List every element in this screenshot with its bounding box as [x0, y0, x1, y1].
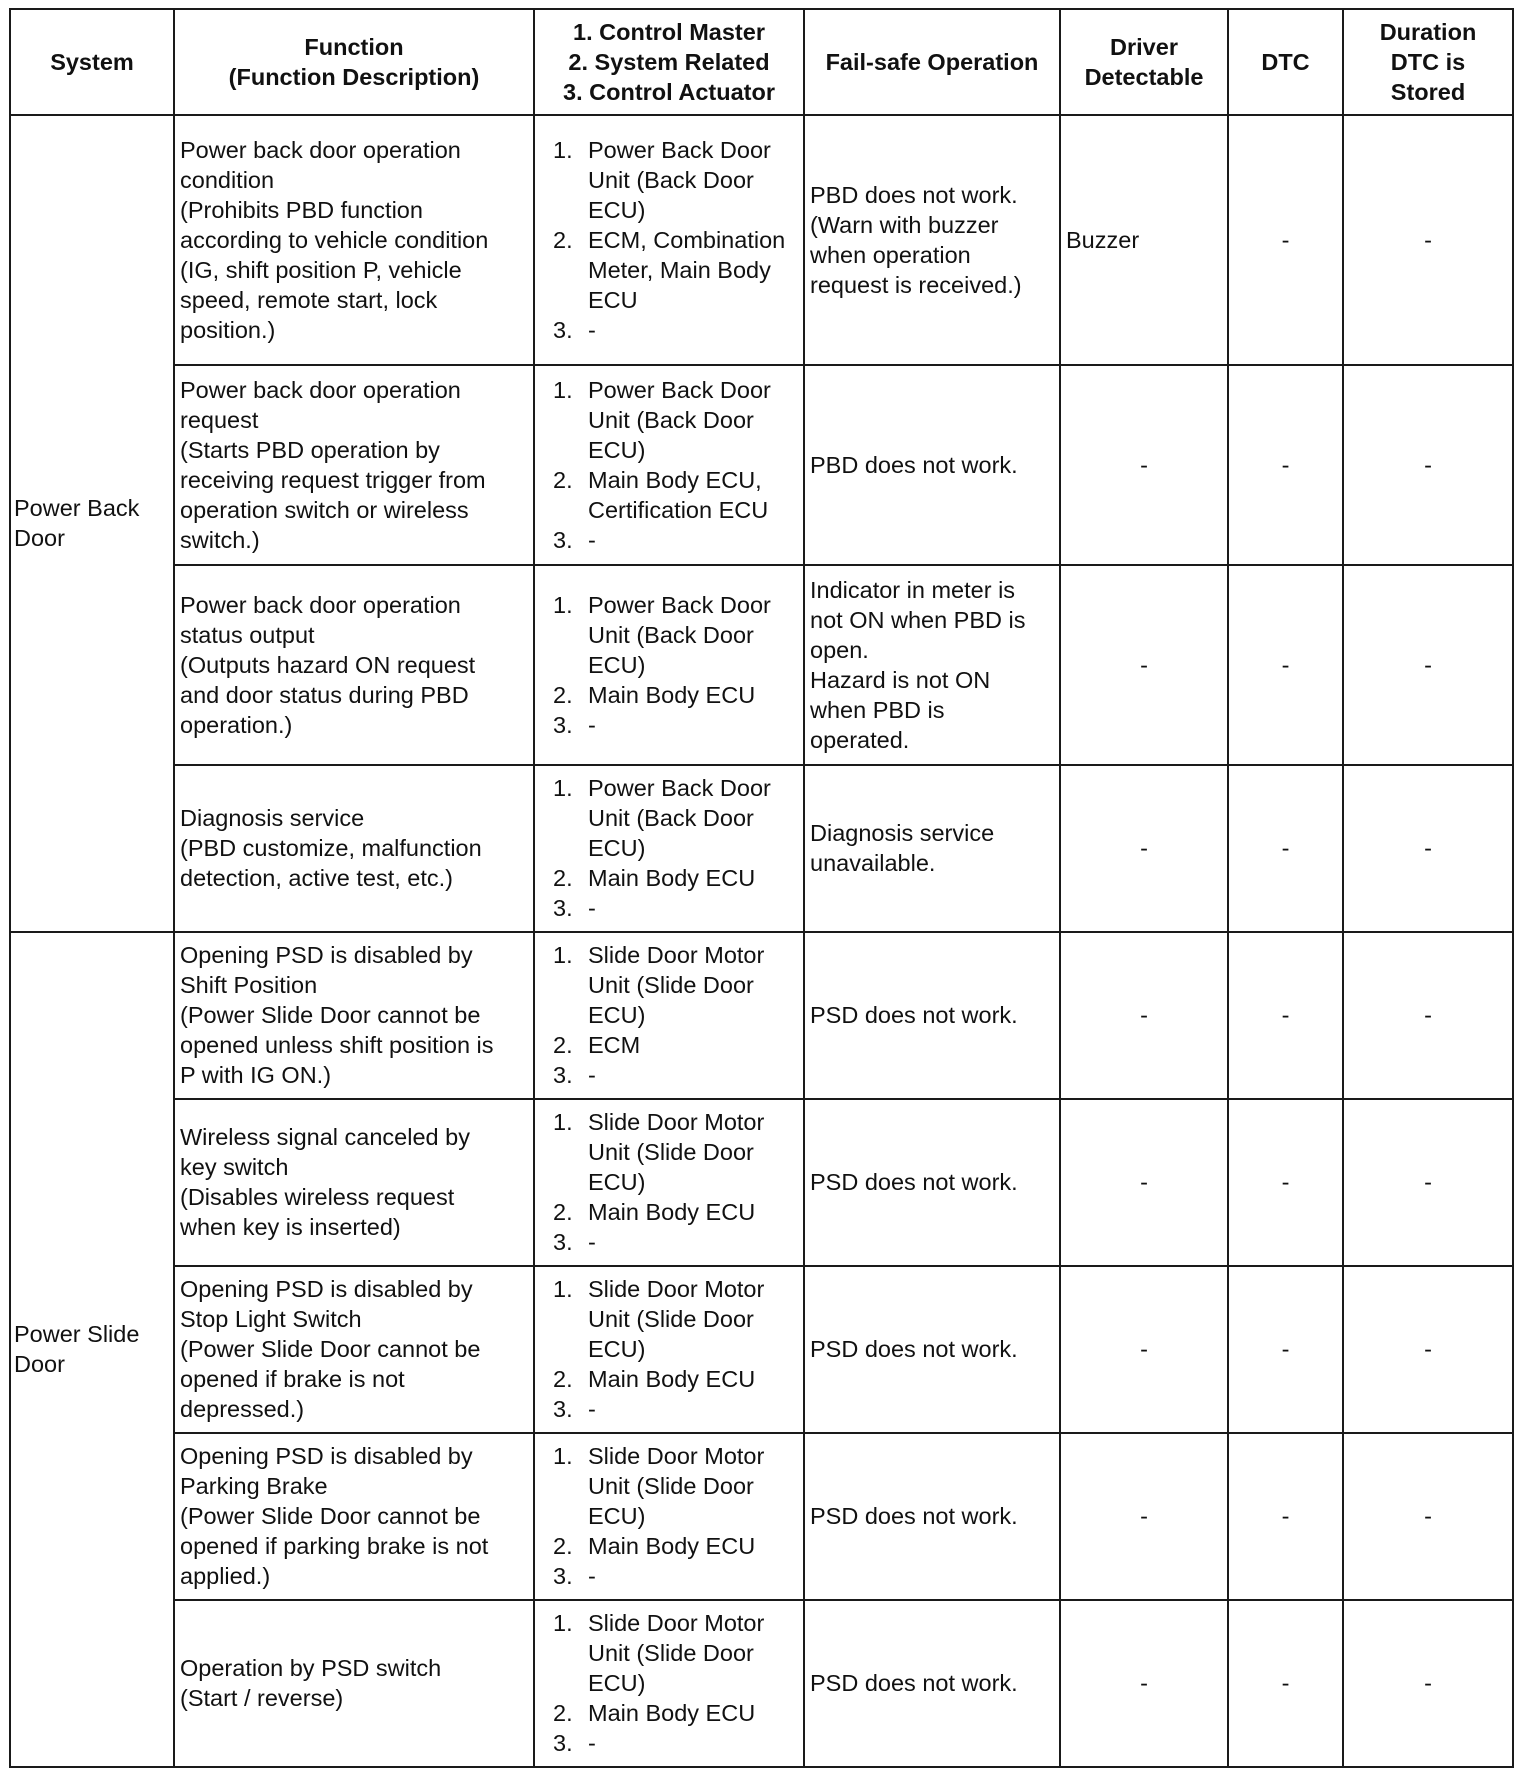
system-line: Power Back	[14, 495, 140, 522]
duration-cell: -	[1343, 365, 1513, 565]
control-item	[553, 1441, 799, 1531]
control-number: 1.	[553, 1276, 573, 1303]
failsafe-line: unavailable.	[810, 850, 936, 877]
control-text: -	[588, 316, 596, 343]
control-text: -	[588, 711, 596, 738]
system-cell	[10, 932, 174, 1767]
function-line: receiving request trigger from	[180, 466, 486, 493]
dtc-cell: -	[1228, 1600, 1343, 1767]
control-item	[553, 1107, 799, 1197]
control-number: 1.	[553, 1443, 573, 1470]
function-line: (Prohibits PBD function	[180, 196, 423, 223]
function-line: (IG, shift position P, vehicle	[180, 256, 462, 283]
function-line: Opening PSD is disabled by	[180, 1276, 473, 1303]
control-number: 1.	[553, 136, 573, 163]
control-item	[553, 1197, 799, 1227]
control-number: 2.	[553, 1533, 573, 1560]
failsafe-cell	[804, 932, 1060, 1099]
control-text: -	[588, 1396, 596, 1423]
function-line: Opening PSD is disabled by	[180, 942, 473, 969]
control-text: Main Body ECU	[588, 1366, 756, 1393]
control-text: Main Body ECU	[588, 1700, 756, 1727]
table-row	[10, 1600, 1513, 1767]
control-item	[553, 1608, 799, 1698]
control-item	[553, 863, 799, 893]
control-item	[553, 135, 799, 225]
control-number: 1.	[553, 1610, 573, 1637]
function-line: according to vehicle condition	[180, 226, 489, 253]
driver-cell: -	[1060, 365, 1228, 565]
driver-cell: -	[1060, 1266, 1228, 1433]
control-item	[553, 1227, 799, 1257]
control-text: Main Body ECU	[588, 865, 756, 892]
function-cell	[174, 1600, 534, 1767]
control-number: 1.	[553, 591, 573, 618]
control-list	[553, 940, 799, 1090]
failsafe-line: Diagnosis service	[810, 820, 995, 847]
function-line: (Outputs hazard ON request	[180, 651, 476, 678]
control-cell	[534, 365, 804, 565]
control-number: 3.	[553, 1229, 573, 1256]
function-line: operation switch or wireless	[180, 496, 469, 523]
control-item	[553, 1030, 799, 1060]
failsafe-line: PSD does not work.	[810, 1503, 1018, 1530]
control-cell	[534, 115, 804, 365]
function-line: Power back door operation	[180, 376, 461, 403]
control-number: 2.	[553, 466, 573, 493]
control-item	[553, 1364, 799, 1394]
function-line: position.)	[180, 316, 276, 343]
control-number: 2.	[553, 1700, 573, 1727]
control-item	[553, 680, 799, 710]
control-text: Main Body ECU	[588, 1533, 756, 1560]
failsafe-line: when PBD is	[810, 696, 945, 723]
header-control-line: 3. Control Actuator	[563, 79, 775, 105]
failsafe-line: open.	[810, 636, 869, 663]
function-line: and door status during PBD	[180, 681, 469, 708]
failsafe-line: PSD does not work.	[810, 1169, 1018, 1196]
control-item	[553, 1274, 799, 1364]
function-line: Diagnosis service	[180, 805, 365, 832]
control-list	[553, 773, 799, 923]
control-text: Main Body ECU	[588, 681, 756, 708]
dtc-cell: -	[1228, 932, 1343, 1099]
failsafe-cell	[804, 1433, 1060, 1600]
control-item	[553, 315, 799, 345]
control-number: 1.	[553, 1109, 573, 1136]
function-line: Operation by PSD switch	[180, 1655, 442, 1682]
failsafe-cell	[804, 765, 1060, 932]
function-line: speed, remote start, lock	[180, 286, 438, 313]
duration-cell: -	[1343, 1099, 1513, 1266]
control-number: 3.	[553, 711, 573, 738]
control-text: -	[588, 1563, 596, 1590]
function-cell	[174, 1099, 534, 1266]
function-line: switch.)	[180, 526, 260, 553]
control-text: Main Body ECU, Certification ECU	[588, 466, 769, 523]
failsafe-cell	[804, 1600, 1060, 1767]
control-number: 3.	[553, 1730, 573, 1757]
function-cell	[174, 765, 534, 932]
control-number: 3.	[553, 1563, 573, 1590]
header-control	[534, 9, 804, 115]
header-control-line: 2. System Related	[568, 49, 770, 75]
header-duration-line: DTC is	[1390, 49, 1466, 75]
control-list	[553, 1608, 799, 1758]
control-number: 2.	[553, 1199, 573, 1226]
control-list	[553, 375, 799, 555]
control-text: Slide Door Motor Unit (Slide Door ECU)	[588, 1443, 765, 1530]
function-line: key switch	[180, 1154, 289, 1181]
function-line: operation.)	[180, 711, 293, 738]
control-text: Slide Door Motor Unit (Slide Door ECU)	[588, 1610, 765, 1697]
header-system: System	[10, 9, 174, 115]
control-number: 3.	[553, 316, 573, 343]
control-cell	[534, 1600, 804, 1767]
table-body	[10, 115, 1513, 1767]
header-driver-line: Driver	[1110, 34, 1178, 60]
control-text: -	[588, 1730, 596, 1757]
control-number: 3.	[553, 1062, 573, 1089]
function-line: applied.)	[180, 1563, 271, 1590]
control-text: -	[588, 1229, 596, 1256]
duration-cell: -	[1343, 765, 1513, 932]
driver-cell: -	[1060, 932, 1228, 1099]
function-line: Stop Light Switch	[180, 1306, 362, 1333]
header-duration-line: Duration	[1379, 19, 1477, 45]
duration-cell: -	[1343, 115, 1513, 365]
function-line: Power back door operation	[180, 591, 461, 618]
control-list	[553, 1107, 799, 1257]
header-function-line: Function	[304, 34, 404, 60]
header-function	[174, 9, 534, 115]
failsafe-line: Hazard is not ON	[810, 666, 991, 693]
function-line: opened if brake is not	[180, 1366, 405, 1393]
duration-cell: -	[1343, 1433, 1513, 1600]
control-text: Slide Door Motor Unit (Slide Door ECU)	[588, 1276, 765, 1363]
header-function-line: (Function Description)	[228, 64, 480, 90]
function-line: (Start / reverse)	[180, 1685, 344, 1712]
control-item	[553, 1531, 799, 1561]
table-row	[10, 565, 1513, 765]
dtc-cell: -	[1228, 765, 1343, 932]
control-text: ECM	[588, 1032, 641, 1059]
driver-cell: Buzzer	[1060, 115, 1228, 365]
control-item	[553, 465, 799, 525]
control-number: 2.	[553, 1032, 573, 1059]
control-number: 3.	[553, 526, 573, 553]
control-number: 2.	[553, 681, 573, 708]
table-row	[10, 765, 1513, 932]
control-text: Slide Door Motor Unit (Slide Door ECU)	[588, 1109, 765, 1196]
header-control-line: 1. Control Master	[573, 19, 765, 45]
control-number: 2.	[553, 226, 573, 253]
failsafe-line: (Warn with buzzer	[810, 211, 999, 238]
control-text: Main Body ECU	[588, 1199, 756, 1226]
failsafe-line: Indicator in meter is	[810, 576, 1016, 603]
failsafe-cell	[804, 115, 1060, 365]
control-text: ECM, Combination Meter, Main Body ECU	[588, 226, 786, 313]
header-driver	[1060, 9, 1228, 115]
duration-cell: -	[1343, 932, 1513, 1099]
function-line: depressed.)	[180, 1396, 305, 1423]
control-number: 3.	[553, 1396, 573, 1423]
control-item	[553, 710, 799, 740]
failsafe-line: PBD does not work.	[810, 181, 1018, 208]
function-line: (Power Slide Door cannot be	[180, 1002, 481, 1029]
table-row	[10, 1099, 1513, 1266]
function-cell	[174, 1266, 534, 1433]
driver-cell: -	[1060, 1099, 1228, 1266]
function-line: request	[180, 406, 259, 433]
table-row	[10, 1266, 1513, 1433]
table-row	[10, 115, 1513, 365]
header-failsafe: Fail-safe Operation	[804, 9, 1060, 115]
function-cell	[174, 932, 534, 1099]
duration-cell: -	[1343, 1600, 1513, 1767]
table-row	[10, 365, 1513, 565]
control-item	[553, 225, 799, 315]
control-text: -	[588, 1062, 596, 1089]
header-driver-line: Detectable	[1084, 64, 1204, 90]
system-line: Door	[14, 1351, 65, 1378]
function-line: Wireless signal canceled by	[180, 1124, 470, 1151]
control-cell	[534, 765, 804, 932]
failsafe-line: operated.	[810, 726, 910, 753]
failsafe-table	[9, 8, 1514, 1768]
function-line: (PBD customize, malfunction	[180, 835, 482, 862]
function-line: Power back door operation	[180, 136, 461, 163]
control-item	[553, 1698, 799, 1728]
function-cell	[174, 365, 534, 565]
control-text: Power Back Door Unit (Back Door ECU)	[588, 376, 771, 463]
failsafe-line: request is received.)	[810, 271, 1022, 298]
failsafe-line: PSD does not work.	[810, 1002, 1018, 1029]
control-cell	[534, 932, 804, 1099]
control-item	[553, 1561, 799, 1591]
driver-cell: -	[1060, 1600, 1228, 1767]
control-number: 1.	[553, 376, 573, 403]
table-row	[10, 1433, 1513, 1600]
function-line: status output	[180, 621, 315, 648]
control-number: 3.	[553, 895, 573, 922]
driver-cell: -	[1060, 765, 1228, 932]
control-text: Power Back Door Unit (Back Door ECU)	[588, 591, 771, 678]
table-row	[10, 932, 1513, 1099]
failsafe-line: when operation	[810, 241, 971, 268]
control-item	[553, 773, 799, 863]
failsafe-line: PBD does not work.	[810, 451, 1018, 478]
failsafe-cell	[804, 365, 1060, 565]
failsafe-cell	[804, 1099, 1060, 1266]
header-duration	[1343, 9, 1513, 115]
function-line: (Power Slide Door cannot be	[180, 1503, 481, 1530]
function-line: opened if parking brake is not	[180, 1533, 489, 1560]
failsafe-line: PSD does not work.	[810, 1336, 1018, 1363]
function-line: Opening PSD is disabled by	[180, 1443, 473, 1470]
control-item	[553, 590, 799, 680]
dtc-cell: -	[1228, 1266, 1343, 1433]
dtc-cell: -	[1228, 1433, 1343, 1600]
driver-cell: -	[1060, 1433, 1228, 1600]
header-dtc: DTC	[1228, 9, 1343, 115]
control-number: 1.	[553, 942, 573, 969]
control-item	[553, 525, 799, 555]
control-item	[553, 940, 799, 1030]
function-cell	[174, 565, 534, 765]
function-line: detection, active test, etc.)	[180, 865, 453, 892]
function-line: when key is inserted)	[180, 1214, 401, 1241]
control-text: -	[588, 895, 596, 922]
function-line: condition	[180, 166, 275, 193]
control-text: Power Back Door Unit (Back Door ECU)	[588, 775, 771, 862]
dtc-cell: -	[1228, 365, 1343, 565]
control-number: 2.	[553, 1366, 573, 1393]
control-item	[553, 1728, 799, 1758]
duration-cell: -	[1343, 1266, 1513, 1433]
control-list	[553, 590, 799, 740]
control-text: Slide Door Motor Unit (Slide Door ECU)	[588, 942, 765, 1029]
control-item	[553, 1394, 799, 1424]
system-line: Door	[14, 525, 65, 552]
function-cell	[174, 115, 534, 365]
function-line: (Starts PBD operation by	[180, 436, 440, 463]
failsafe-line: PSD does not work.	[810, 1670, 1018, 1697]
failsafe-cell	[804, 565, 1060, 765]
failsafe-cell	[804, 1266, 1060, 1433]
system-cell	[10, 115, 174, 932]
control-list	[553, 1441, 799, 1591]
driver-cell: -	[1060, 565, 1228, 765]
control-cell	[534, 1266, 804, 1433]
control-item	[553, 375, 799, 465]
system-line: Power Slide	[14, 1321, 140, 1348]
function-line: (Disables wireless request	[180, 1184, 455, 1211]
dtc-cell: -	[1228, 1099, 1343, 1266]
control-list	[553, 1274, 799, 1424]
function-line: (Power Slide Door cannot be	[180, 1336, 481, 1363]
dtc-cell: -	[1228, 565, 1343, 765]
control-number: 1.	[553, 775, 573, 802]
header-row	[10, 9, 1513, 115]
control-text: -	[588, 526, 596, 553]
failsafe-line: not ON when PBD is	[810, 606, 1026, 633]
function-line: P with IG ON.)	[180, 1062, 332, 1089]
function-line: opened unless shift position is	[180, 1032, 494, 1059]
function-cell	[174, 1433, 534, 1600]
control-cell	[534, 1099, 804, 1266]
function-line: Parking Brake	[180, 1473, 328, 1500]
control-cell	[534, 1433, 804, 1600]
duration-cell: -	[1343, 565, 1513, 765]
control-item	[553, 1060, 799, 1090]
control-cell	[534, 565, 804, 765]
function-line: Shift Position	[180, 972, 318, 999]
control-number: 2.	[553, 865, 573, 892]
header-duration-line: Stored	[1390, 79, 1466, 105]
control-item	[553, 893, 799, 923]
control-text: Power Back Door Unit (Back Door ECU)	[588, 136, 771, 223]
control-list	[553, 135, 799, 345]
dtc-cell: -	[1228, 115, 1343, 365]
